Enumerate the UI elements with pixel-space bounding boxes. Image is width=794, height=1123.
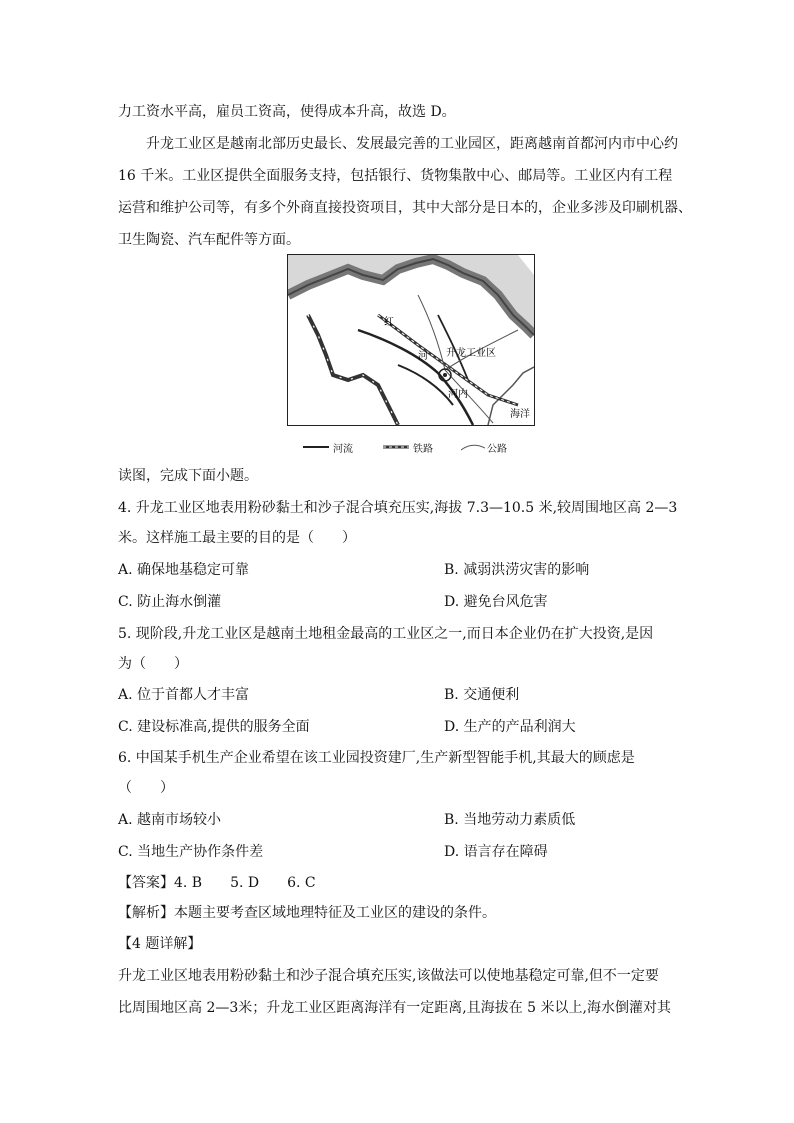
analysis-line: 【解析】本题主要考查区域地理特征及工业区的建设的条件。	[118, 905, 496, 921]
legend-river-swatch	[303, 443, 329, 451]
q6-option-d: D. 语言存在障碍	[444, 844, 548, 860]
legend-railway-label: 铁路	[413, 444, 433, 455]
q4-stem-line-2: 米。这样施工最主要的目的是（ ）	[118, 530, 356, 546]
paragraph-line-3: 16 千米。工业区提供全面服务支持，包括银行、货物集散中心、邮局等。工业区内有工程	[118, 168, 673, 184]
q5-option-a: A. 位于首都人才丰富	[118, 687, 250, 703]
map-figure	[287, 254, 535, 426]
q6-option-c: C. 当地生产协作条件差	[118, 844, 264, 860]
q6-stem-line-1: 6. 中国某手机生产企业希望在该工业园投资建厂,生产新型智能手机,其最大的顾虑是	[118, 750, 635, 766]
paragraph-line-1: 力工资水平高，雇员工资高，使得成本升高，故选 D。	[118, 104, 456, 120]
river-2	[398, 365, 453, 405]
label-zone: 升龙工业区	[446, 348, 496, 359]
paragraph-line-5: 卫生陶瓷、汽车配件等方面。	[118, 232, 300, 248]
label-hanoi: 河内	[448, 389, 468, 400]
q4-stem-line-1: 4. 升龙工业区地表用粉砂黏土和沙子混合填充压实,海拔 7.3—10.5 米,较周围地区高 2—3	[118, 500, 678, 516]
q5-option-b: B. 交通便利	[444, 687, 520, 703]
paragraph-line-2: 升龙工业区是越南北部历史最长、发展最完善的工业园区，距离越南首都河内市中心约	[146, 136, 678, 152]
detail-line-1: 升龙工业区地表用粉砂黏土和沙子混合填充压实,该做法可以使地基稳定可靠,但不一定要	[118, 968, 659, 984]
western-boundary-dots	[308, 315, 398, 425]
legend-river-label: 河流	[333, 444, 353, 455]
hanoi-dot	[443, 373, 447, 377]
map-drawing	[288, 255, 534, 425]
q4-option-a: A. 确保地基稳定可靠	[118, 562, 250, 578]
detail-title: 【4 题详解】	[118, 936, 202, 952]
q6-stem-line-2: （ ）	[118, 780, 174, 796]
legend-road-swatch	[461, 442, 485, 452]
map-legend	[303, 440, 523, 456]
detail-line-2: 比周围地区高 2—3米；升龙工业区距离海洋有一定距离,且海拔在 5 米以上,海水倒灌对其	[118, 1000, 671, 1016]
label-he: 河	[418, 351, 428, 362]
q5-stem-line-1: 5. 现阶段,升龙工业区是越南土地租金最高的工业区之一,而日本企业仍在扩大投资,是因	[118, 626, 654, 642]
q6-option-b: B. 当地劳动力素质低	[444, 812, 576, 828]
western-boundary	[308, 315, 398, 425]
legend-road-label: 公路	[487, 444, 507, 455]
q5-option-d: D. 生产的产品利润大	[444, 719, 576, 735]
legend-railway-swatch	[383, 443, 409, 451]
q4-option-b: B. 减弱洪涝灾害的影响	[444, 562, 590, 578]
q5-stem-line-2: 为（ ）	[118, 656, 188, 672]
q4-option-c: C. 防止海水倒灌	[118, 594, 222, 610]
intro-text: 读图，完成下面小题。	[118, 468, 258, 484]
label-sea: 海洋	[510, 409, 530, 420]
paragraph-line-4: 运营和维护公司等，有多个外商直接投资项目，其中大部分是日本的，企业多涉及印刷机器、	[118, 200, 692, 216]
answer-line: 【答案】4. B 5. D 6. C	[118, 875, 316, 891]
q5-option-c: C. 建设标准高,提供的服务全面	[118, 719, 310, 735]
q4-option-d: D. 避免台风危害	[444, 594, 548, 610]
label-hong: 红	[384, 317, 394, 328]
q6-option-a: A. 越南市场较小	[118, 812, 222, 828]
